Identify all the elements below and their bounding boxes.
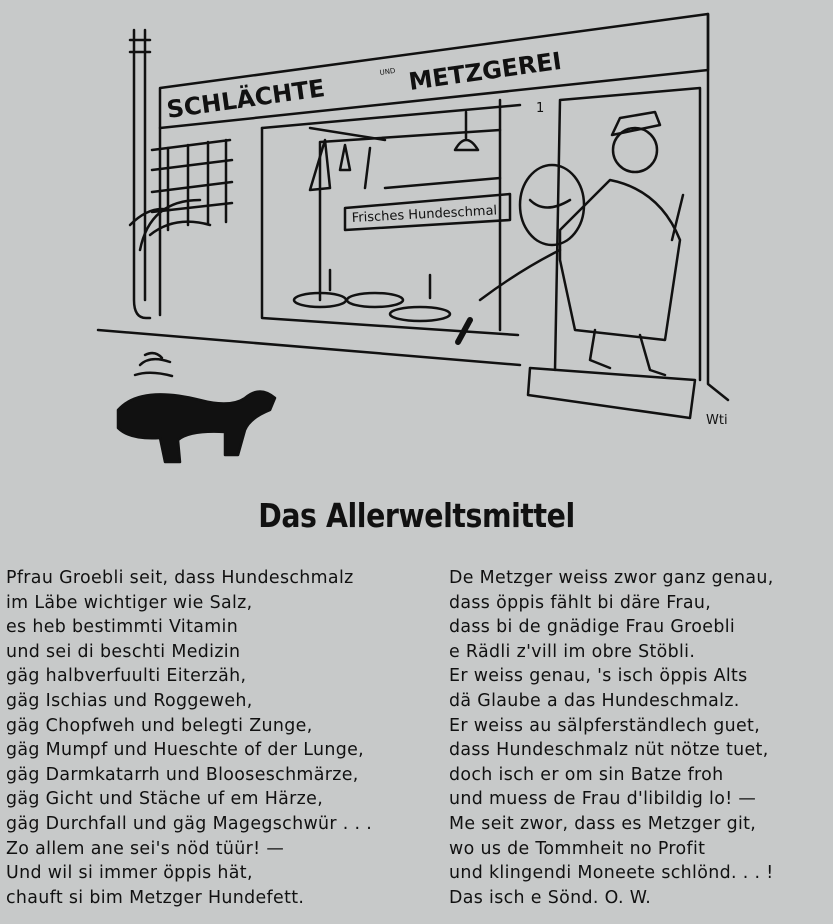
poem-line: dass Hundeschmalz nüt nötze tuet, <box>449 740 769 761</box>
plate <box>347 293 403 307</box>
poem-line: gäg Durchfall und gäg Magegschwür . . . <box>6 813 373 834</box>
window-sign-text: Frisches Hundeschmal <box>351 203 498 226</box>
poem-line: und klingendi Moneete schlönd. . . ! <box>449 863 774 884</box>
poem-column-right <box>449 566 831 910</box>
house-number: 1 <box>536 101 545 116</box>
barred-window <box>152 140 232 230</box>
poem-title: Das Allerweltsmittel <box>258 496 575 535</box>
sign-text-right: METZGEREI <box>406 46 564 96</box>
poem-line: e Rädli z'vill im obre Stöbli. <box>449 641 696 662</box>
poem-line: gäg Chopfweh und belegti Zunge, <box>6 715 313 736</box>
poem-line: dass bi de gnädige Frau Groebli <box>449 617 736 638</box>
poem-line: gäg Ischias und Roggeweh, <box>6 690 253 711</box>
doorstep <box>528 368 695 418</box>
poem-line: De Metzger weiss zwor ganz genau, <box>449 568 774 588</box>
poem-line: Me seit zwor, dass es Metzger git, <box>449 813 757 834</box>
plate <box>390 307 450 321</box>
poem-line: Pfrau Groebli seit, dass Hundeschmalz <box>6 568 354 588</box>
author-signature: O. W. <box>604 887 652 908</box>
poem-line: wo us de Tommheit no Profit <box>449 838 706 859</box>
poem-line: gäg halbverfuulti Eiterzäh, <box>6 666 247 687</box>
poem-line: und sei di beschti Medizin <box>6 641 241 662</box>
poem-line: Er weiss genau, 's isch öppis Alts <box>449 666 748 687</box>
poem-line: und muess de Frau d'libildig lo! — <box>449 789 757 810</box>
poem-line: doch isch er om sin Batze froh <box>449 764 724 785</box>
artist-signature: Wti <box>706 413 728 428</box>
poem-line: Das isch e Sönd. <box>449 887 599 908</box>
apprentice-figure <box>612 112 660 172</box>
poem-line: gäg Mumpf und Hueschte of der Lunge, <box>6 740 365 761</box>
poem-last-line <box>449 886 829 911</box>
sign-text-left: SCHLÄCHTE <box>164 74 327 124</box>
poem-line: Zo allem ane sei's nöd tüür! — <box>6 838 285 859</box>
dog-figure <box>118 353 275 462</box>
poem-line: dä Glaube a das Hundeschmalz. <box>449 690 740 711</box>
sign-text-middle: UND <box>379 66 396 77</box>
poem-line: chauft si bim Metzger Hundefett. <box>6 887 305 908</box>
poem-line: gäg Gicht und Stäche uf em Härze, <box>6 789 324 810</box>
poem-line: Und wil si immer öppis hät, <box>6 863 253 884</box>
poem-line: gäg Darmkatarrh und Blooseschmärze, <box>6 764 359 785</box>
poem-line: Er weiss au sälpferständlech guet, <box>449 715 761 736</box>
poem-column-left <box>6 566 436 910</box>
drainpipe <box>134 30 150 318</box>
poem-line: dass öppis fählt bi däre Frau, <box>449 592 712 613</box>
poem-line: es heb bestimmti Vitamin <box>6 617 239 638</box>
poem-line: im Läbe wichtiger wie Salz, <box>6 592 253 613</box>
